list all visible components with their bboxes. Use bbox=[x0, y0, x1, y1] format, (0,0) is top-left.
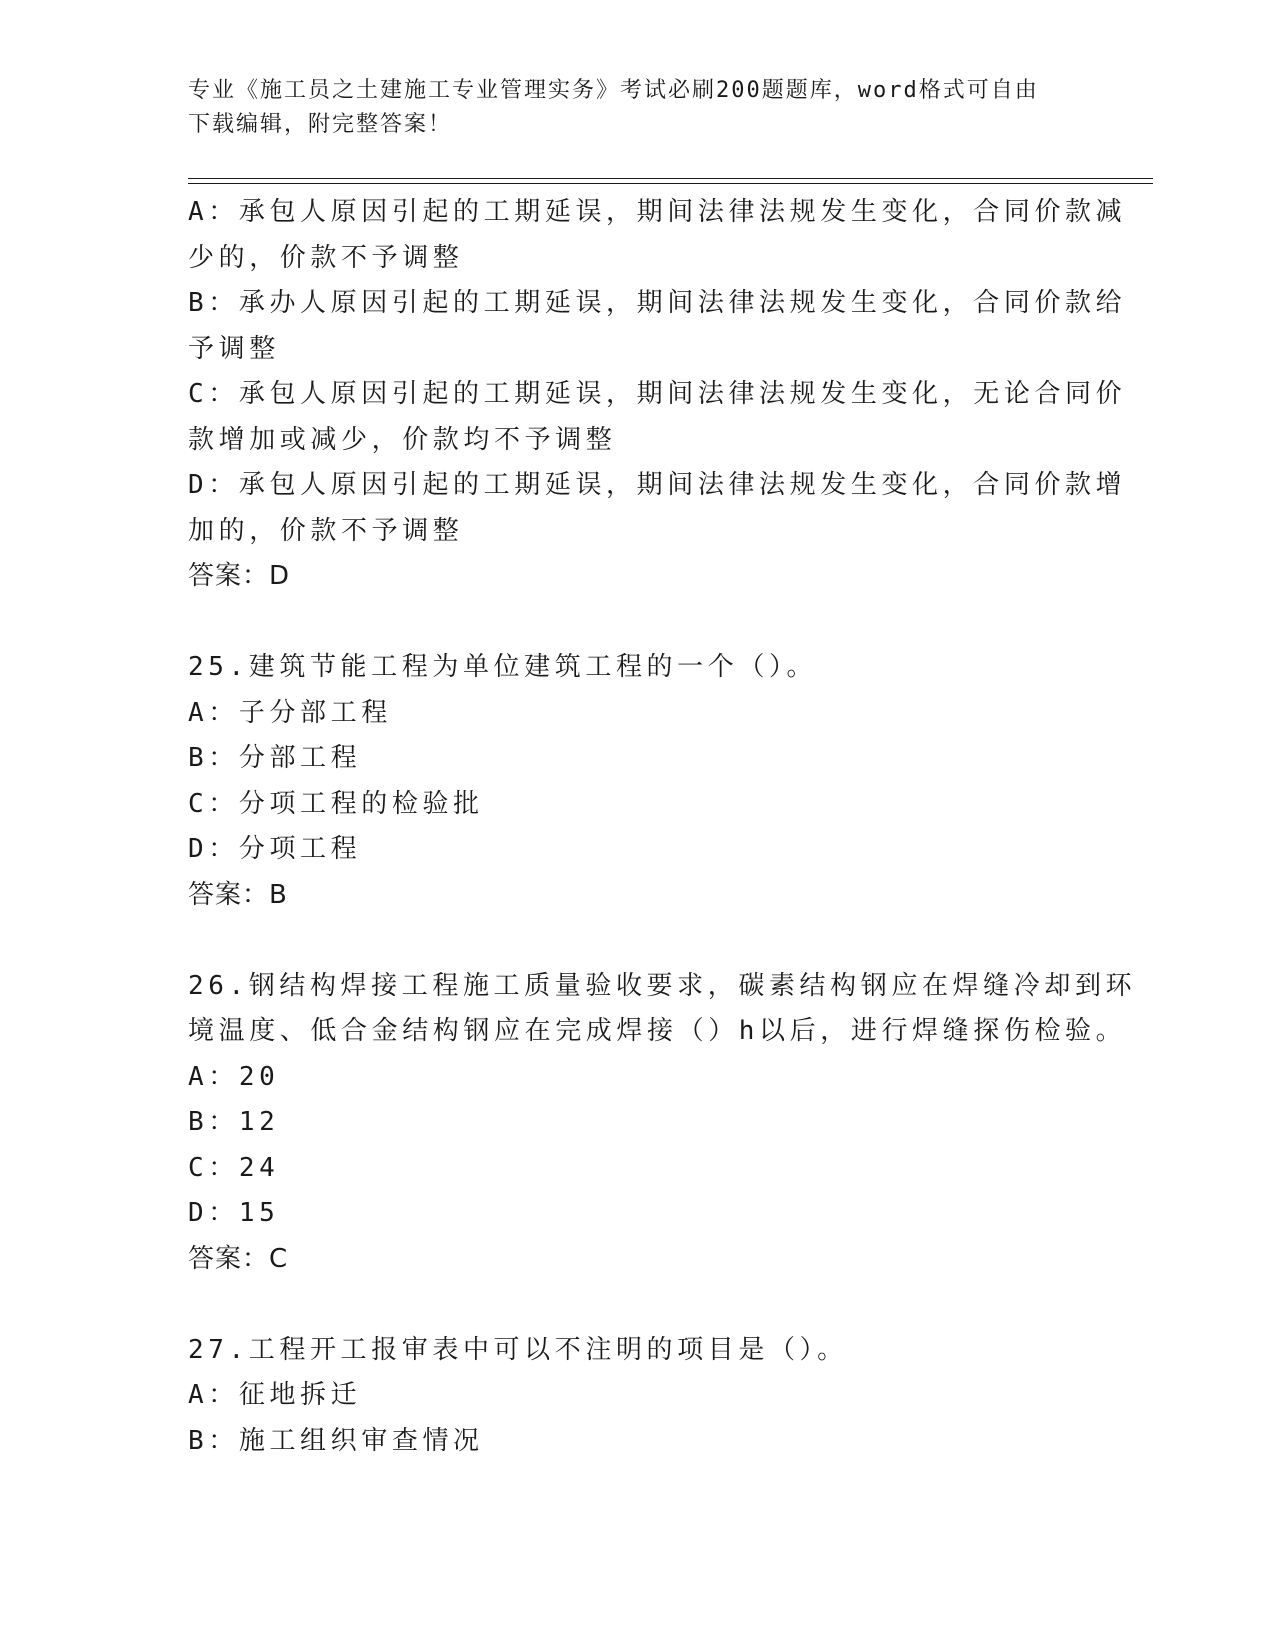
option-b-line-2: 予调整 bbox=[188, 333, 280, 364]
spacer bbox=[188, 600, 1088, 646]
option-b: B：施工组织审查情况 bbox=[188, 1425, 484, 1456]
option-c-line-1: C：承包人原因引起的工期延误，期间法律法规发生变化，无论合同价 bbox=[188, 379, 1127, 409]
question-stem: 27.工程开工报审表中可以不注明的项目是（）。 bbox=[188, 1334, 848, 1365]
header-divider-top bbox=[188, 178, 1153, 179]
answer-label: 答案：D bbox=[188, 561, 291, 591]
answer-label: 答案：B bbox=[188, 879, 288, 910]
question-stem-line-2: 境温度、低合金结构钢应在完成焊接（）h以后，进行焊缝探伤检验。 bbox=[188, 1016, 1127, 1046]
option-d: D：15 bbox=[188, 1198, 280, 1228]
option-b: B：12 bbox=[188, 1107, 280, 1137]
option-b-line-1: B：承办人原因引起的工期延误，期间法律法规发生变化，合同价款给 bbox=[188, 288, 1127, 318]
document-header bbox=[188, 74, 1068, 142]
option-c: C：分项工程的检验批 bbox=[188, 788, 484, 819]
answer-label: 答案：C bbox=[188, 1243, 289, 1274]
option-a-line-1: A：承包人原因引起的工期延误，期间法律法规发生变化，合同价款减 bbox=[188, 197, 1127, 227]
header-divider-bottom bbox=[188, 183, 1153, 184]
question-block-27 bbox=[188, 1328, 1088, 1465]
question-block-25 bbox=[188, 645, 1088, 918]
header-line-2: 下载编辑，附完整答案！ bbox=[188, 112, 453, 137]
option-a: A：征地拆迁 bbox=[188, 1380, 362, 1410]
option-a-line-2: 少的，价款不予调整 bbox=[188, 242, 464, 273]
spacer bbox=[188, 918, 1088, 964]
question-block-24 bbox=[188, 190, 1127, 600]
option-d-line-1: D：承包人原因引起的工期延误，期间法律法规发生变化，合同价款增 bbox=[188, 470, 1127, 500]
option-c: C：24 bbox=[188, 1152, 280, 1183]
option-a: A：子分部工程 bbox=[188, 697, 392, 728]
spacer bbox=[188, 1282, 1088, 1328]
option-b: B：分部工程 bbox=[188, 743, 362, 773]
option-a: A：20 bbox=[188, 1061, 280, 1092]
option-d-line-2: 加的，价款不予调整 bbox=[188, 515, 464, 546]
question-stem-line-1: 26.钢结构焊接工程施工质量验收要求，碳素结构钢应在焊缝冷却到环 bbox=[188, 970, 1137, 1001]
header-line-1: 专业《施工员之土建施工专业管理实务》考试必刷200题题库，word格式可自由 bbox=[188, 78, 1039, 103]
question-block-26 bbox=[188, 964, 1137, 1283]
question-list bbox=[188, 190, 1137, 1464]
option-c-line-2: 款增加或减少，价款均不予调整 bbox=[188, 424, 617, 455]
question-stem: 25.建筑节能工程为单位建筑工程的一个（）。 bbox=[188, 652, 818, 682]
option-d: D：分项工程 bbox=[188, 834, 362, 864]
